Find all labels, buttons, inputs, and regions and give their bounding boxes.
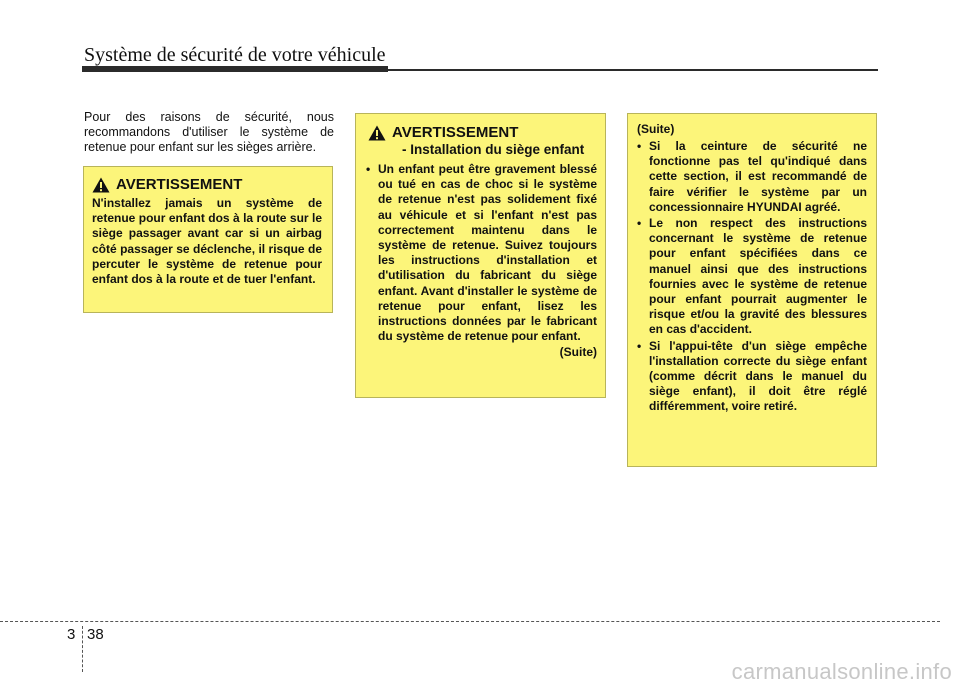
list-item-text: Si l'appui-tête d'un siège empêche l'installation correcte du siège enfant (comme décrit dans le manuel du siège enfant), il doit être réglé différemment, voire retiré. bbox=[649, 338, 867, 414]
list-item: • Un enfant peut être gravement blessé ou tué en cas de choc si le système de retenue n'est pas solidement fixé au véhicule et si l'enfant n'est pas correctement maintenu dans le système de retenue. Suivez toujours les instructions d'installation et d'utilisation du fabricant du siège enfant. Avant d'installer le système de retenue pour enfant, lisez les instructions données par le fabricant du système de retenue pour enfant. bbox=[366, 162, 597, 344]
list-item-text: Un enfant peut être gravement blessé ou tué en cas de choc si le système de retenue n'est pas solidement fixé au véhicule et si l'enfant n'est pas correctement maintenu dans le système de retenue. Suivez toujours les instructions d'installation et d'utilisation du fabricant du siège enfant. Avant d'installer le système de retenue pour enfant, lisez les instructions données par le fabricant du système de retenue pour enfant. bbox=[378, 162, 597, 344]
warning-text: N'installez jamais un système de retenue pour enfant dos à la route sur le siège passager avant car si un airbag côté passager se déclenche, il risque de percuter le système de retenue pour enfant dos à la route et de tuer l'enfant. bbox=[92, 196, 322, 287]
intro-paragraph bbox=[84, 110, 334, 155]
list-item: • Si la ceinture de sécurité ne fonctionne pas tel qu'indiqué dans cette section, il est recommandé de faire vérifier le système par un concessionnaire HYUNDAI agréé. bbox=[637, 139, 867, 214]
footer-divider bbox=[82, 626, 83, 672]
warning-box-child-seat-installation bbox=[355, 113, 606, 398]
header-rule-thin bbox=[388, 69, 878, 71]
chapter-number: 3 bbox=[67, 626, 76, 643]
warning-header bbox=[368, 124, 597, 141]
warning-header bbox=[92, 176, 322, 193]
continued-label: (Suite) bbox=[559, 345, 597, 360]
list-item-text: Si la ceinture de sécurité ne fonctionne pas tel qu'indiqué dans cette section, il est recommandé de faire vérifier le système par un concessionnaire HYUNDAI agréé. bbox=[649, 139, 867, 214]
warning-title: AVERTISSEMENT bbox=[392, 124, 519, 141]
intro-text: Pour des raisons de sécurité, nous recommandons d'utiliser le système de retenue pour enfant sur les sièges arrière. bbox=[84, 110, 334, 154]
warning-triangle-icon bbox=[368, 125, 386, 141]
list-item: • Si l'appui-tête d'un siège empêche l'installation correcte du siège enfant (comme décrit dans le manuel du siège enfant), il doit être réglé différemment, voire retiré. bbox=[637, 338, 867, 414]
warning-box-continued bbox=[627, 113, 877, 467]
page-header-title: Système de sécurité de votre véhicule bbox=[84, 44, 386, 66]
warning-title: AVERTISSEMENT bbox=[116, 176, 243, 193]
watermark: carmanualsonline.info bbox=[731, 659, 952, 684]
header-rule-thick bbox=[82, 66, 388, 72]
footer-dashed-rule bbox=[0, 621, 940, 622]
warning-box-front-seat bbox=[83, 166, 333, 313]
list-item: • Le non respect des instructions concernant le système de retenue pour enfant spécifiées dans ce manuel ainsi que des instructions fournies avec le système de retenue pour enfant pourrait augmenter le risque et/ou la gravité des blessures en cas d'accident. bbox=[637, 216, 867, 337]
list-item-text: Le non respect des instructions concernant le système de retenue pour enfant spécifiées dans ce manuel ainsi que des instructions fournies avec le système de retenue pour enfant pourrait augmenter le risque et/ou la gravité des blessures en cas d'accident. bbox=[649, 216, 867, 337]
continued-label: (Suite) bbox=[637, 122, 675, 136]
warning-subtitle: - Installation du siège enfant bbox=[402, 142, 585, 157]
page-number: 38 bbox=[87, 626, 104, 643]
warning-triangle-icon bbox=[92, 177, 110, 193]
